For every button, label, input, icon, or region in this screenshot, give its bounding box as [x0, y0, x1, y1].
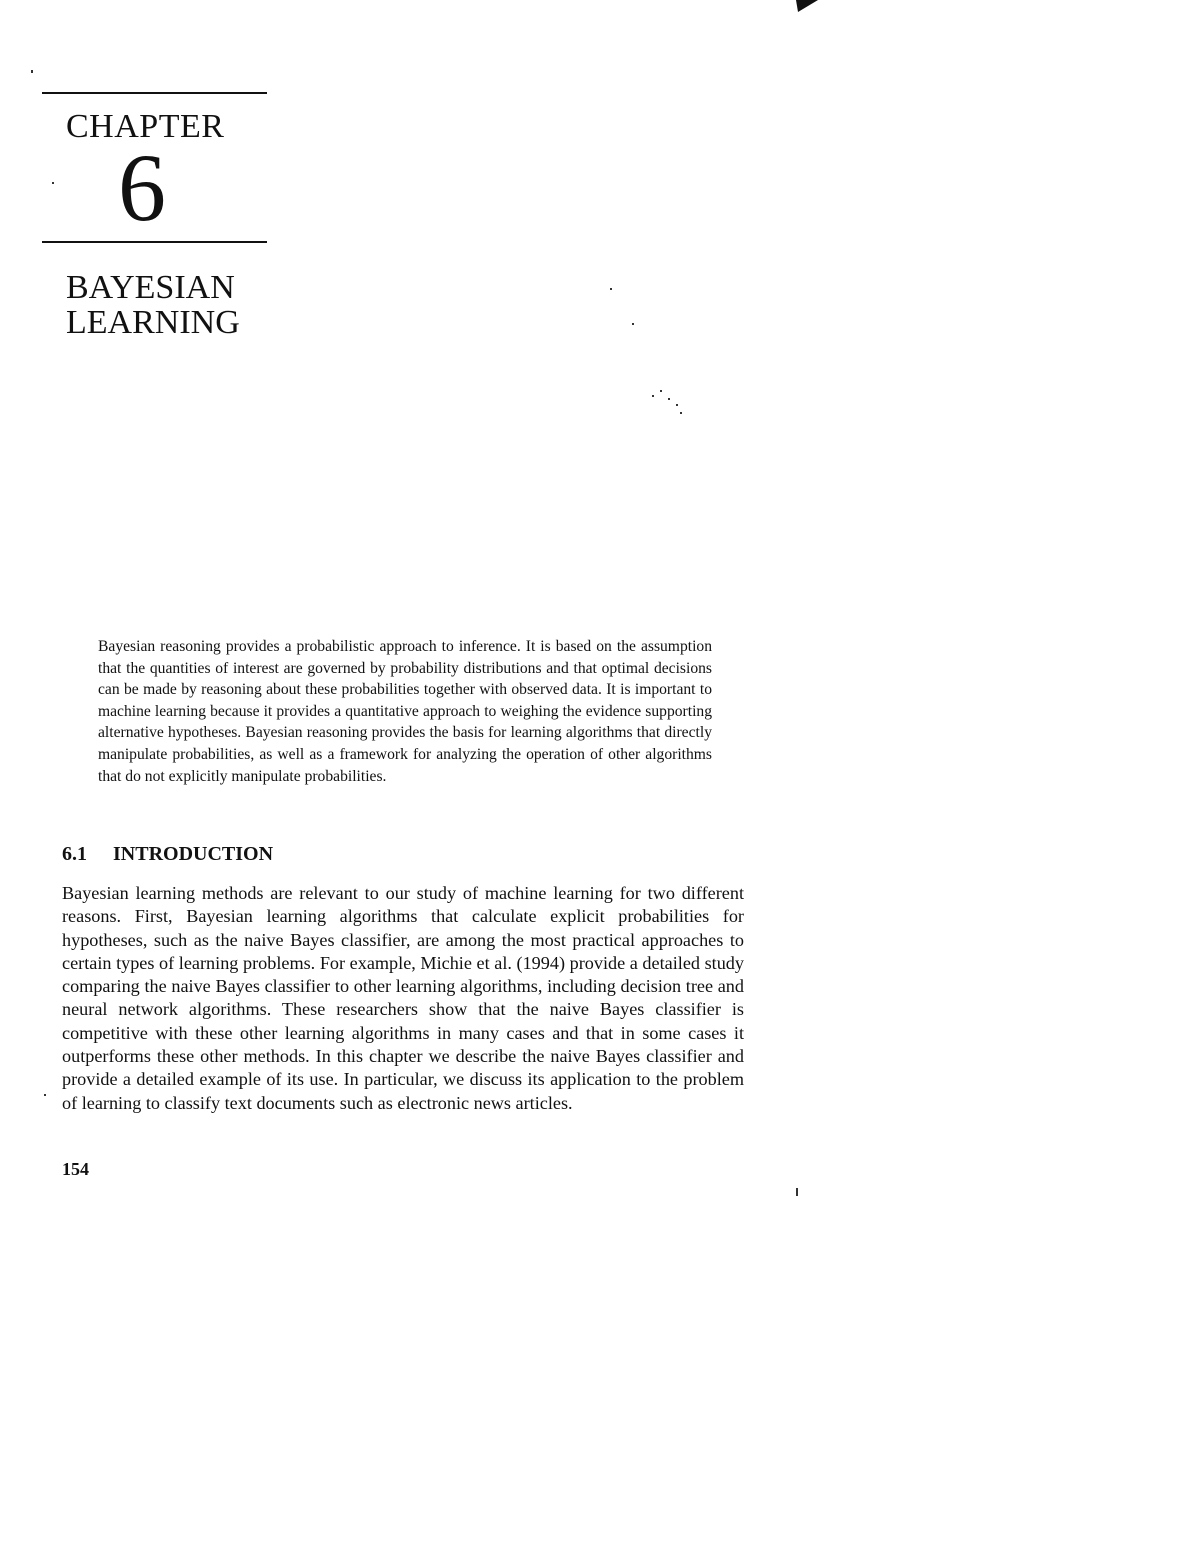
section-body-paragraph: Bayesian learning methods are relevant to our study of machine learning for two different reasons. First, Bayesian learning algorithms that calculate explicit probabilities for hypotheses, such as the naive Bayes classifier, are among the most practical approaches to certain types of learning problems. For example, Michie et al. (1994) provide a detailed study comparing the naive Bayes classifier to other learning algorithms, including decision tree and neural network algorithms. These researchers show that the naive Bayes classifier is competitive with these other learning algorithms in many cases and that in some cases it outperforms these other methods. In this chapter we describe the naive Bayes classifier and provide a detailed example of its use. In particular, we discuss its application to the problem of learning to classify text documents such as electronic news articles. [62, 883, 744, 1113]
scan-speck [680, 412, 682, 414]
scan-speck [668, 398, 670, 400]
scan-speck [610, 288, 612, 290]
section-number: 6.1 [62, 843, 87, 865]
chapter-top-rule [42, 92, 267, 94]
scan-speck [676, 404, 678, 406]
scan-speck [796, 1188, 798, 1196]
scan-speck [632, 323, 634, 325]
chapter-title-line-2: LEARNING [66, 304, 240, 341]
section-title: INTRODUCTION [113, 843, 274, 865]
scan-speck [660, 390, 662, 392]
scan-corner-mark [796, 0, 820, 14]
scan-speck [44, 1094, 46, 1096]
chapter-title-line-1: BAYESIAN [66, 269, 235, 306]
chapter-title [66, 270, 240, 340]
section-heading [62, 843, 273, 866]
scan-speck [31, 70, 33, 73]
page-number: 154 [62, 1159, 89, 1179]
chapter-bottom-rule [42, 241, 267, 243]
scan-speck [652, 395, 654, 397]
chapter-number: 6 [118, 134, 166, 241]
chapter-label: CHAPTER [66, 108, 225, 145]
chapter-abstract: Bayesian reasoning provides a probabilistic approach to inference. It is based on the assumption that the quantities of interest are governed by probability distributions and that optimal decisions can be made by reasoning about these probabilities together with observed data. It is important to machine learning because it provides a quantitative approach to weighing the evidence supporting alternative hypotheses. Bayesian reasoning provides the basis for learning algorithms that directly manipulate probabilities, as well as a framework for analyzing the operation of other algorithms that do not explicitly manipulate probabilities. [98, 638, 712, 785]
scan-speck [52, 182, 54, 184]
